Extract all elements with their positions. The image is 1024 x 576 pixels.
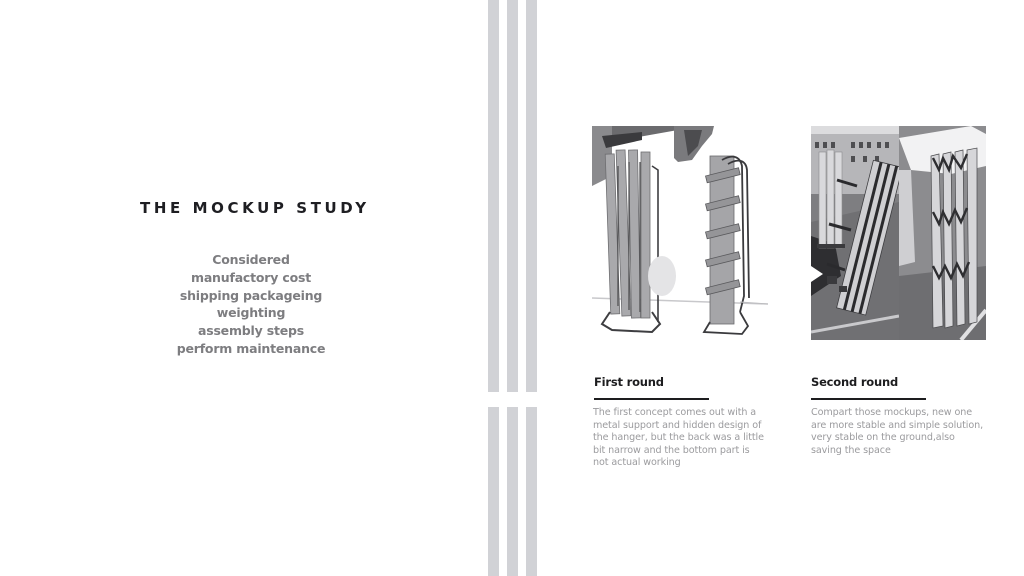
description-line: metal support and hidden design of bbox=[593, 419, 762, 431]
description-line: The first concept comes out with a bbox=[593, 407, 757, 418]
stripe-divider bbox=[526, 0, 537, 392]
description-line: are more stable and simple solution, bbox=[811, 419, 984, 431]
second-round-title: Second round bbox=[811, 375, 899, 389]
considerations-list bbox=[150, 251, 352, 358]
second-round-divider bbox=[811, 398, 926, 400]
first-round-description bbox=[593, 407, 783, 470]
second-round-description bbox=[811, 407, 1001, 457]
description-line: very stable on the ground,also bbox=[811, 432, 955, 444]
description-line: Compart those mockups, new one bbox=[811, 407, 973, 418]
page-title: THE MOCKUP STUDY bbox=[140, 199, 370, 217]
consideration-item: assembly steps bbox=[197, 323, 305, 339]
consideration-item: manufactory cost bbox=[191, 269, 311, 285]
first-round-title: First round bbox=[594, 375, 664, 389]
stripe-divider bbox=[488, 0, 499, 392]
description-line: not actual working bbox=[593, 457, 681, 469]
description-line: saving the space bbox=[811, 444, 891, 456]
consideration-item: weighting bbox=[216, 305, 286, 321]
first-round-divider bbox=[594, 398, 709, 400]
consideration-item: shipping packageing bbox=[179, 287, 323, 303]
first-round-photo bbox=[592, 126, 768, 340]
second-round-mockup-image bbox=[811, 126, 986, 340]
first-round-mockup-image bbox=[592, 126, 768, 340]
description-line: bit narrow and the bottom part is bbox=[593, 444, 750, 456]
second-round-photo bbox=[811, 126, 986, 340]
stripe-divider bbox=[507, 407, 518, 576]
considerations-heading: Considered bbox=[212, 252, 290, 267]
description-line: the hanger, but the back was a little bbox=[593, 432, 764, 444]
stripe-divider bbox=[507, 0, 518, 392]
stripe-divider bbox=[526, 407, 537, 576]
consideration-item: perform maintenance bbox=[176, 340, 326, 356]
stripe-divider bbox=[488, 407, 499, 576]
